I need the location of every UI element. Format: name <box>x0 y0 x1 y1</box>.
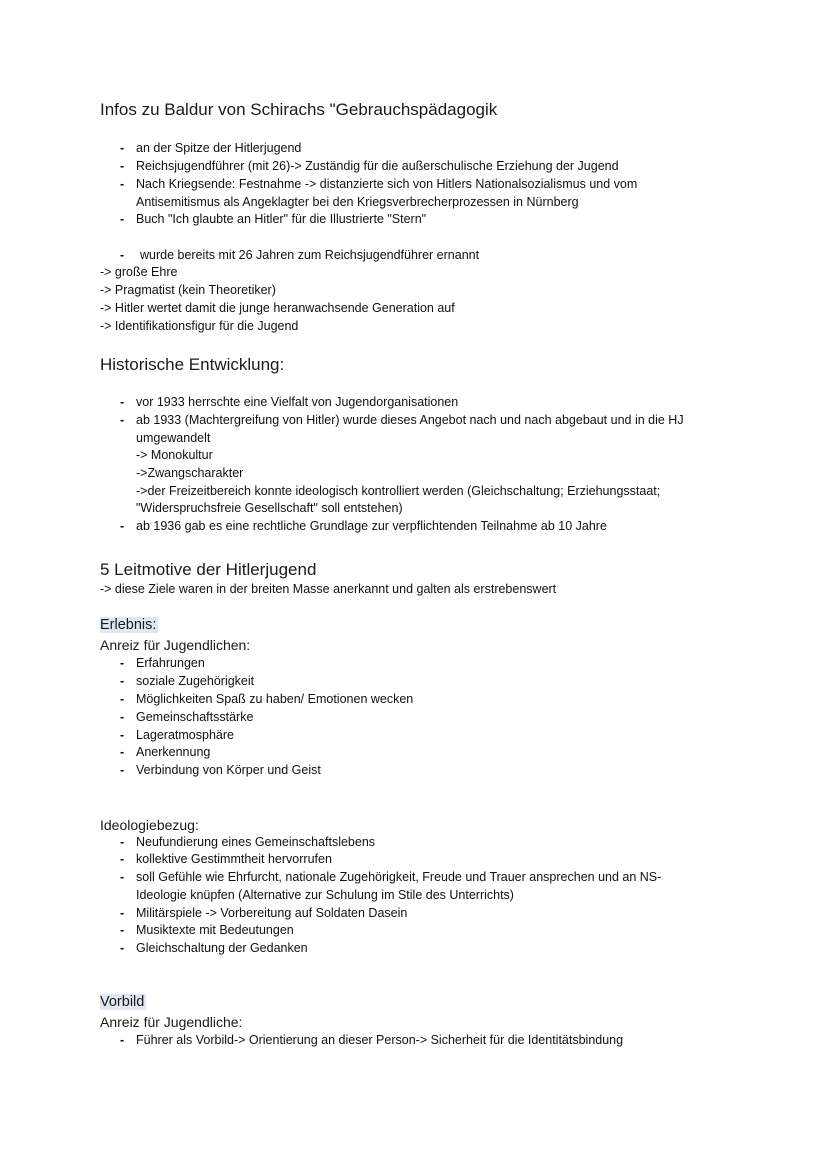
bullet-dash: - <box>120 212 125 226</box>
list-item: ab 1936 gab es eine rechtliche Grundlage zur verpflichtenden Teilnahme ab 10 Jahre <box>136 519 607 533</box>
list-item: Neufundierung eines Gemeinschaftslebens <box>136 835 376 849</box>
heading-erlebnis-text: Erlebnis: <box>100 617 157 633</box>
list-item: ab 1933 (Machtergreifung von Hitler) wurde dieses Angebot nach und nach abgebaut und in die HJ <box>136 413 684 427</box>
list-item: Militärspiele -> Vorbereitung auf Soldaten Dasein <box>136 906 408 920</box>
list-item: vor 1933 herrschte eine Vielfalt von Jugendorganisationen <box>136 395 459 409</box>
bullet-dash: - <box>120 1033 125 1047</box>
list-item-continuation: Antisemitismus als Angeklagter bei den Kriegsverbrecherprozessen in Nürnberg <box>136 195 579 209</box>
list-item: Buch "Ich glaubte an Hitler" für die Illustrierte "Stern" <box>136 212 427 226</box>
bullet-dash: - <box>120 656 125 670</box>
list-item-continuation: ->der Freizeitbereich konnte ideologisch kontrolliert werden (Gleichschaltung; Erziehungsstaat; <box>136 484 661 498</box>
heading-vorbild-text: Vorbild <box>100 994 145 1010</box>
bullet-dash: - <box>120 745 125 759</box>
list-item-continuation: ->Zwangscharakter <box>136 466 244 480</box>
list-item: soll Gefühle wie Ehrfurcht, nationale Zugehörigkeit, Freude und Trauer ansprechen und an NS- <box>136 870 662 884</box>
list-item: Lageratmosphäre <box>136 728 234 742</box>
list-item: Führer als Vorbild-> Orientierung an dieser Person-> Sicherheit für die Identitätsbindung <box>136 1033 624 1047</box>
list-item: Musiktexte mit Bedeutungen <box>136 923 294 937</box>
list-item-continuation: "Widerspruchsfreie Gesellschaft" soll entstehen) <box>136 501 403 515</box>
list-item: wurde bereits mit 26 Jahren zum Reichsjugendführer ernannt <box>140 248 480 262</box>
bullet-dash: - <box>120 674 125 688</box>
bullet-dash: - <box>120 906 125 920</box>
bullet-dash: - <box>120 941 125 955</box>
bullet-dash: - <box>120 519 125 533</box>
arrow-line: -> große Ehre <box>100 265 178 279</box>
list-item-continuation: -> Monokultur <box>136 448 213 462</box>
list-item: Möglichkeiten Spaß zu haben/ Emotionen wecken <box>136 692 414 706</box>
arrow-line: -> Hitler wertet damit die junge heranwachsende Generation auf <box>100 301 455 315</box>
bullet-dash: - <box>120 177 125 191</box>
list-item-continuation: Ideologie knüpfen (Alternative zur Schulung im Stile des Unterrichts) <box>136 888 514 902</box>
bullet-dash: - <box>120 870 125 884</box>
list-item-continuation: umgewandelt <box>136 431 211 445</box>
heading-history: Historische Entwicklung: <box>100 355 285 374</box>
list-item: soziale Zugehörigkeit <box>136 674 255 688</box>
bullet-dash: - <box>120 248 125 262</box>
bullet-dash: - <box>120 395 125 409</box>
bullet-dash: - <box>120 159 125 173</box>
bullet-dash: - <box>120 692 125 706</box>
list-item: an der Spitze der Hitlerjugend <box>136 141 302 155</box>
bullet-dash: - <box>120 923 125 937</box>
list-item: Gleichschaltung der Gedanken <box>136 941 308 955</box>
list-item: Nach Kriegsende: Festnahme -> distanzierte sich von Hitlers Nationalsozialismus und vom <box>136 177 638 191</box>
heading-vorbild <box>100 993 146 1011</box>
bullet-dash: - <box>120 835 125 849</box>
arrow-line: -> Identifikationsfigur für die Jugend <box>100 319 299 333</box>
bullet-dash: - <box>120 763 125 777</box>
heading-leitmotive: 5 Leitmotive der Hitlerjugend <box>100 560 317 579</box>
heading-erlebnis <box>100 616 158 634</box>
bullet-dash: - <box>120 141 125 155</box>
arrow-line: -> Pragmatist (kein Theoretiker) <box>100 283 276 297</box>
list-item: Gemeinschaftsstärke <box>136 710 254 724</box>
list-item: Erfahrungen <box>136 656 205 670</box>
anreiz-label: Anreiz für Jugendliche: <box>100 1014 243 1030</box>
bullet-dash: - <box>120 413 125 427</box>
bullet-dash: - <box>120 852 125 866</box>
list-item: Anerkennung <box>136 745 211 759</box>
bullet-dash: - <box>120 728 125 742</box>
list-item: Verbindung von Körper und Geist <box>136 763 321 777</box>
ideologie-label: Ideologiebezug: <box>100 817 199 833</box>
list-item: Reichsjugendführer (mit 26)-> Zuständig für die außerschulische Erziehung der Jugend <box>136 159 619 173</box>
bullet-dash: - <box>120 710 125 724</box>
subline: -> diese Ziele waren in der breiten Masse anerkannt und galten als erstrebenswert <box>100 582 557 596</box>
anreiz-label: Anreiz für Jugendlichen: <box>100 637 251 653</box>
heading-schirach: Infos zu Baldur von Schirachs "Gebrauchspädagogik <box>100 100 498 119</box>
list-item: kollektive Gestimmtheit hervorrufen <box>136 852 332 866</box>
